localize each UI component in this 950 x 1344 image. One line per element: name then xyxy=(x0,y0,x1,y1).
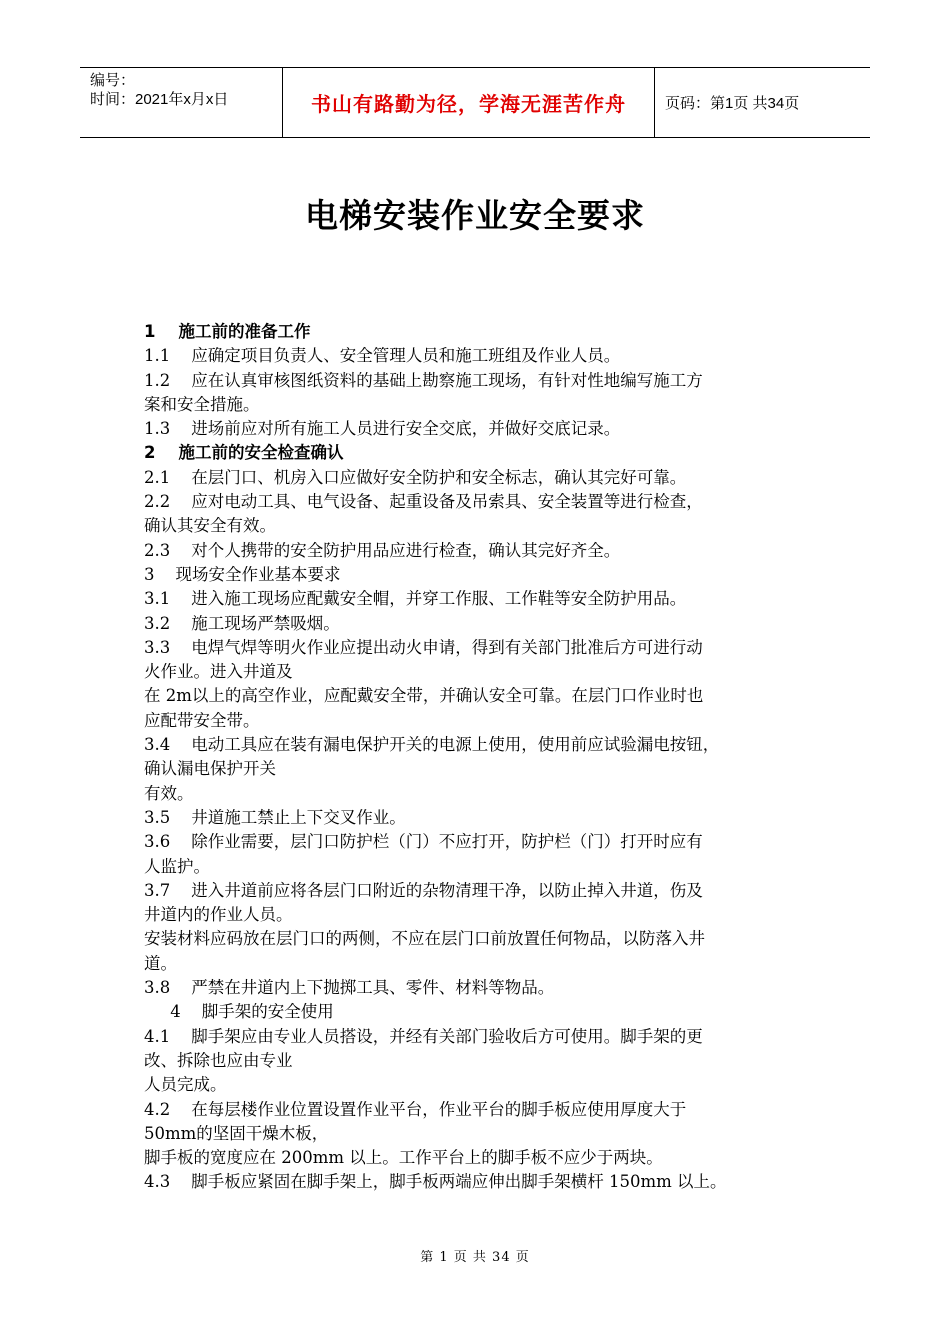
body-line: 4 脚手架的安全使用 xyxy=(144,1002,334,1022)
body-line: 3 现场安全作业基本要求 xyxy=(144,564,341,584)
body-line: 3.6 除作业需要，层门口防护栏（门）不应打开，防护栏（门）打开时应有 xyxy=(144,832,703,852)
header-motto: 书山有路勤为径，学海无涯苦作舟 xyxy=(282,68,655,137)
body-line: 3.3 电焊气焊等明火作业应提出动火申请，得到有关部门批准后方可进行动 xyxy=(144,637,703,657)
document-title: 电梯安装作业安全要求 xyxy=(305,196,645,235)
body-line: 改、拆除也应由专业 xyxy=(144,1050,293,1070)
body-line: 3.8 严禁在井道内上下抛掷工具、零件、材料等物品。 xyxy=(144,978,555,998)
body-line: 1.1 应确定项目负责人、安全管理人员和施工班组及作业人员。 xyxy=(144,346,621,366)
body-line: 1.2 应在认真审核图纸资料的基础上勘察施工现场，有针对性地编写施工方 xyxy=(144,370,703,390)
document-body xyxy=(144,320,809,1195)
header-table xyxy=(80,67,870,138)
header-meta-cell xyxy=(80,68,282,137)
body-line: 应配带安全带。 xyxy=(144,710,260,730)
body-line: 2.3 对个人携带的安全防护用品应进行检查，确认其完好齐全。 xyxy=(144,540,621,560)
body-line: 4.3 脚手板应紧固在脚手架上，脚手板两端应伸出脚手架横杆 150mm 以上。 xyxy=(144,1172,727,1192)
body-line: 50mm的坚固干燥木板， xyxy=(144,1123,329,1143)
body-line: 1.3 进场前应对所有施工人员进行安全交底，并做好交底记录。 xyxy=(144,419,621,439)
body-line: 火作业。进入井道及 xyxy=(144,662,293,682)
body-line: 道。 xyxy=(144,953,177,973)
body-line: 4.1 脚手架应由专业人员搭设，并经有关部门验收后方可使用。脚手架的更 xyxy=(144,1026,703,1046)
body-line: 有效。 xyxy=(144,783,194,803)
body-line: 案和安全措施。 xyxy=(144,394,260,414)
body-line: 3.1 进入施工现场应配戴安全帽，并穿工作服、工作鞋等安全防护用品。 xyxy=(144,589,687,609)
page-footer: 第 1 页 共 34 页 xyxy=(420,1250,530,1265)
body-line: 井道内的作业人员。 xyxy=(144,905,293,925)
body-line: 确认其安全有效。 xyxy=(144,516,276,536)
body-line: 3.5 井道施工禁止上下交叉作业。 xyxy=(144,807,406,827)
body-line: 人员完成。 xyxy=(144,1075,227,1095)
body-line: 人监护。 xyxy=(144,856,210,876)
document-time-label: 时间：2021年x月x日 xyxy=(90,91,229,108)
body-line: 脚手板的宽度应在 200mm 以上。工作平台上的脚手板不应少于两块。 xyxy=(144,1148,663,1168)
body-line: 4.2 在每层楼作业位置设置作业平台，作业平台的脚手板应使用厚度大于 xyxy=(144,1099,687,1119)
body-line: 确认漏电保护开关 xyxy=(144,759,276,779)
section-heading: 2 施工前的安全检查确认 xyxy=(144,443,344,463)
body-line: 3.4 电动工具应在装有漏电保护开关的电源上使用，使用前应试验漏电按钮， xyxy=(144,735,720,755)
header-page-info: 页码：第1页 共34页 xyxy=(665,95,800,112)
body-line: 安装材料应码放在层门口的两侧，不应在层门口前放置任何物品，以防落入井 xyxy=(144,929,705,949)
body-line: 3.2 施工现场严禁吸烟。 xyxy=(144,613,340,633)
body-line: 在 2m以上的高空作业，应配戴安全带，并确认安全可靠。在层门口作业时也 xyxy=(144,686,704,706)
document-number-label: 编号： xyxy=(90,72,136,89)
body-line: 2.1 在层门口、机房入口应做好安全防护和安全标志，确认其完好可靠。 xyxy=(144,467,687,487)
section-heading: 1 施工前的准备工作 xyxy=(144,322,311,341)
body-line: 2.2 应对电动工具、电气设备、起重设备及吊索具、安全装置等进行检查， xyxy=(144,492,703,512)
body-line: 3.7 进入井道前应将各层门口附近的杂物清理干净，以防止掉入井道，伤及 xyxy=(144,880,703,900)
